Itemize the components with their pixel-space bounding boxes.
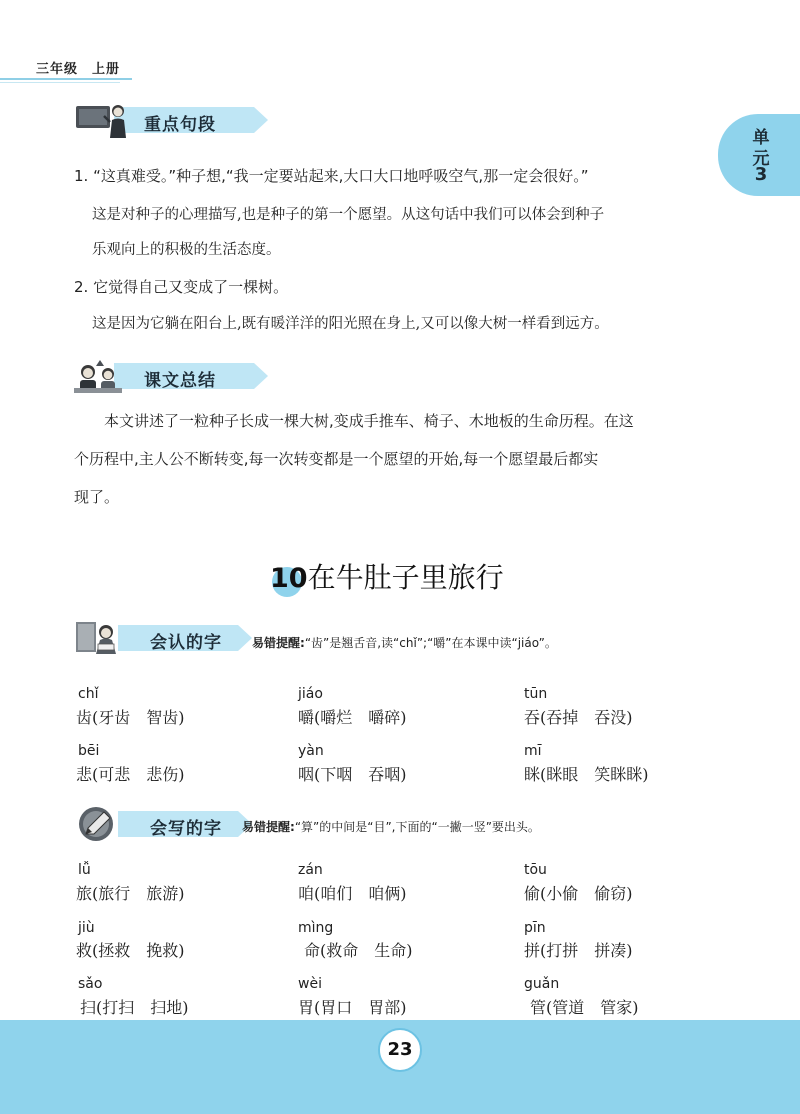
- recognize-word-2: 嚼(嚼烂 嚼碎): [298, 708, 407, 727]
- recognize-pinyin-2: jiáo: [298, 686, 323, 702]
- recognize-word-3: 吞(吞掉 吞没): [524, 708, 633, 727]
- recognize-word-6: 眯(眯眼 笑眯眯): [524, 765, 649, 784]
- section-title-write: 会写的字: [150, 819, 222, 839]
- section-header-key-sentences: [74, 102, 264, 138]
- key-sentence-1-note-line-1: 这是对种子的心理描写,也是种子的第一个愿望。从这句话中我们可以体会到种子: [92, 207, 605, 223]
- volume-text: 上册: [92, 62, 121, 77]
- write-pinyin-6: pīn: [524, 920, 546, 936]
- grade-label: [36, 58, 120, 77]
- recognize-pinyin-3: tūn: [524, 686, 548, 702]
- write-word-3: 偷(小偷 偷窃): [524, 884, 633, 903]
- recognize-tip-text: “齿”是翘舌音,读“chǐ”;“嚼”在本课中读“jiáo”。: [304, 636, 557, 650]
- pencil-icon: [74, 806, 132, 842]
- section-title-key-sentences: 重点句段: [144, 115, 216, 135]
- section-header-summary: [74, 358, 264, 394]
- key-sentence-1-note-line-2: 乐观向上的积极的生活态度。: [92, 242, 281, 258]
- unit-tab-char-2: 元: [752, 149, 770, 169]
- recognize-word-5: 咽(下咽 吞咽): [298, 765, 407, 784]
- header-divider-thin: [0, 82, 120, 83]
- section-header-write: [74, 806, 250, 842]
- write-word-1: 旅(旅行 旅游): [76, 884, 185, 903]
- write-tip-label: 易错提醒:: [242, 820, 295, 834]
- lesson-title: [270, 556, 504, 596]
- write-word-9: 管(管道 管家): [530, 998, 639, 1017]
- key-sentence-2: 2. 它觉得自己又变成了一棵树。: [74, 278, 289, 296]
- summary-line-1: 本文讲述了一粒种子长成一棵大树,变成手推车、椅子、木地板的生命历程。在这: [104, 412, 634, 430]
- header-divider: [0, 78, 132, 80]
- recognize-tip-label: 易错提醒:: [252, 636, 305, 650]
- write-word-5: 命(救命 生命): [304, 941, 413, 960]
- unit-tab-char-1: 单: [752, 128, 770, 148]
- write-pinyin-7: sǎo: [78, 976, 103, 992]
- unit-tab-number: 3: [754, 164, 768, 185]
- section-header-recognize: [74, 620, 250, 656]
- recognize-pinyin-1: chǐ: [78, 686, 99, 702]
- write-pinyin-2: zán: [298, 862, 323, 878]
- write-pinyin-8: wèi: [298, 976, 322, 992]
- write-pinyin-4: jiù: [78, 920, 95, 936]
- key-sentence-2-note-line-1: 这是因为它躺在阳台上,既有暖洋洋的阳光照在身上,又可以像大树一样看到远方。: [92, 316, 609, 332]
- recognize-word-4: 悲(可悲 悲伤): [76, 765, 185, 784]
- lesson-title-text: 在牛肚子里旅行: [307, 561, 504, 594]
- write-pinyin-1: lǚ: [78, 862, 91, 878]
- write-pinyin-3: tōu: [524, 862, 547, 878]
- students-icon: [74, 358, 132, 394]
- recognize-pinyin-4: bēi: [78, 743, 100, 759]
- write-word-7: 扫(打扫 扫地): [80, 998, 189, 1017]
- summary-line-3: 现了。: [74, 488, 120, 506]
- reading-girl-icon: [74, 620, 132, 656]
- recognize-pinyin-6: mī: [524, 743, 542, 759]
- grade-text: 三年级: [36, 62, 79, 77]
- recognize-pinyin-5: yàn: [298, 743, 324, 759]
- recognize-word-1: 齿(牙齿 智齿): [76, 708, 185, 727]
- write-word-6: 拼(打拼 拼凑): [524, 941, 633, 960]
- key-sentence-1: 1. “这真难受。”种子想,“我一定要站起来,大口大口地呼吸空气,那一定会很好。”: [74, 167, 589, 185]
- write-word-2: 咱(咱们 咱俩): [298, 884, 407, 903]
- recognize-tip: [252, 634, 557, 651]
- section-title-recognize: 会认的字: [150, 633, 222, 653]
- write-word-8: 胃(胃口 胃部): [298, 998, 407, 1017]
- write-tip: [242, 818, 540, 835]
- write-pinyin-9: guǎn: [524, 976, 560, 992]
- unit-tab: [718, 114, 800, 196]
- summary-line-2: 个历程中,主人公不断转变,每一次转变都是一个愿望的开始,每一个愿望最后都实: [74, 450, 599, 468]
- write-tip-text: “算”的中间是“目”,下面的“一撇一竖”要出头。: [294, 820, 540, 834]
- lesson-number: 10: [270, 563, 308, 594]
- teacher-icon: [74, 102, 132, 138]
- write-word-4: 救(拯救 挽救): [76, 941, 185, 960]
- section-title-summary: 课文总结: [144, 371, 216, 391]
- page-number: 23: [378, 1028, 422, 1072]
- write-pinyin-5: mìng: [298, 920, 334, 936]
